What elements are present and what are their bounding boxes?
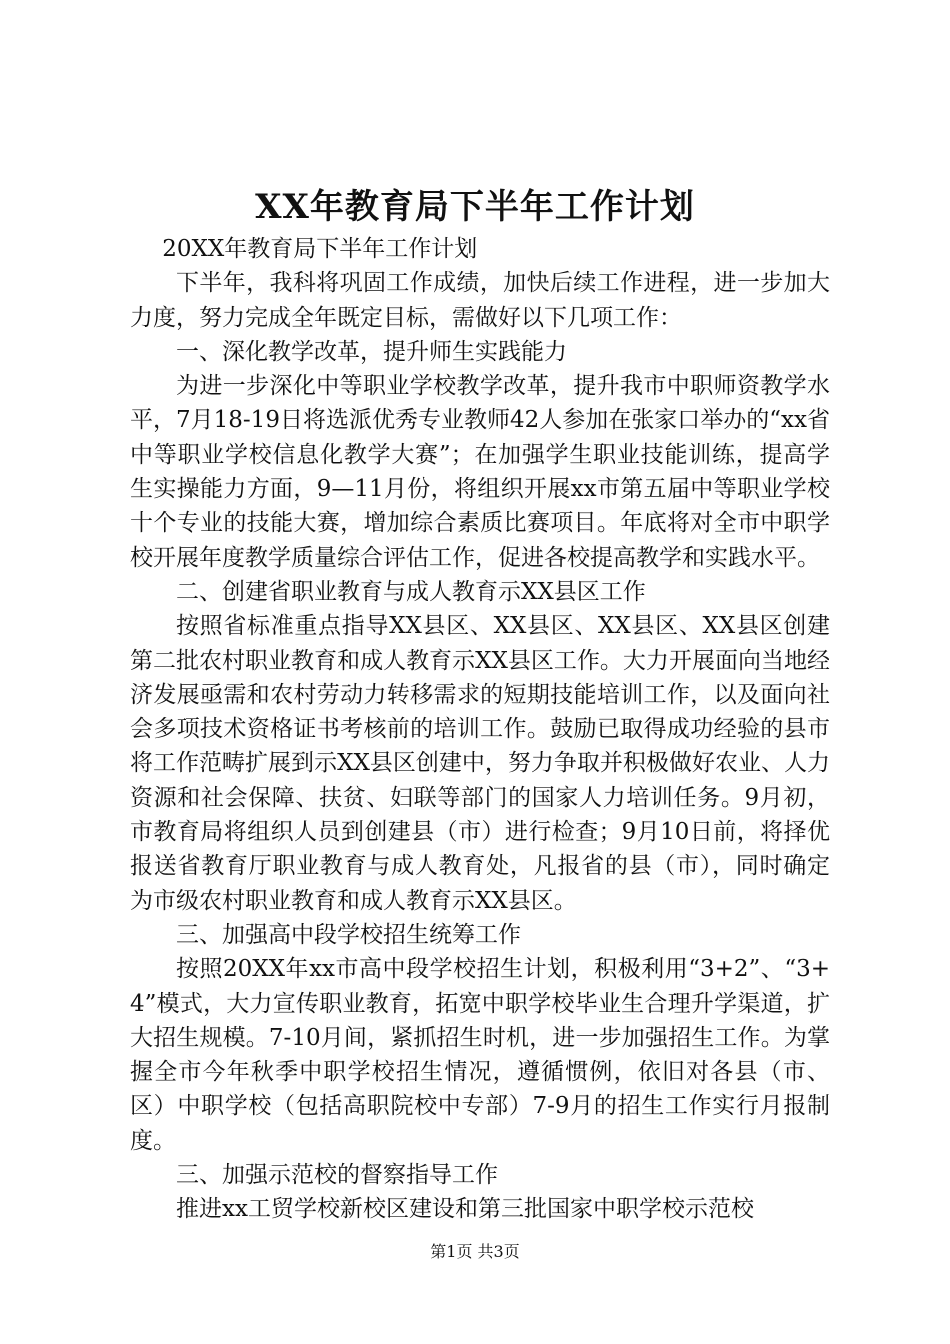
section-heading-1: 一、深化教学改革，提升师生实践能力 [176, 338, 567, 365]
section-body-2: 按照省标准重点指导XX县区、XX县区、XX县区、XX县区创建第二批农村职业教育和成人教育示XX县区工作。大力开展面向当地经济发展亟需和农村劳动力转移需求的短期技能培训工作，以及面向社会多项技术资格证书考核前的培训工作。鼓励已取得成功经验的县市将工作范畴扩展到示XX县区创建中，努力争取并积极做好农业、人力资源和社会保障、扶贫、妇联等部门的国家人力培训任务。9月初，市教育局将组织人员到创建县（市）进行检查；9月10日前，将择优报送省教育厅职业教育与成人教育处，凡报省的县（市），同时确定为市级农村职业教育和成人教育示XX县区。 [130, 613, 830, 914]
section-body-1: 为进一步深化中等职业学校教学改革，提升我市中职师资教学水平，7月18-19日将选派优秀专业教师42人参加在张家口举办的“xx省中等职业学校信息化教学大赛”；在加强学生职业技能训练，提高学生实操能力方面，9—11月份，将组织开展xx市第五届中等职业学校十个专业的技能大赛，增加综合素质比赛项目。年底将对全市中职学校开展年度教学质量综合评估工作，促进各校提高教学和实践水平。 [130, 373, 830, 571]
section-heading-3: 三、加强高中段学校招生统筹工作 [176, 921, 521, 948]
document-title: XX年教育局下半年工作计划 [255, 187, 695, 227]
intro-paragraph: 下半年，我科将巩固工作成绩，加快后续工作进程，进一步加大力度，努力完成全年既定目标，需做好以下几项工作： [130, 270, 830, 331]
subtitle-paragraph: 20XX年教育局下半年工作计划 [162, 236, 478, 262]
document-body [130, 232, 830, 1227]
section-heading-2: 二、创建省职业教育与成人教育示XX县区工作 [176, 578, 646, 605]
page-number-footer: 第1页 共3页 [430, 1242, 520, 1261]
section-body-3: 按照20XX年xx市高中段学校招生计划，积极利用“3+2”、“3+4”模式，大力宣传职业教育，拓宽中职学校毕业生合理升学渠道，扩大招生规模。7-10月间，紧抓招生时机，进一步加强招生工作。为掌握全市今年秋季中职学校招生情况，遵循惯例，依旧对各县（市、区）中职学校（包括高职院校中专部）7-9月的招生工作实行月报制度。 [130, 956, 830, 1154]
section-heading-4: 三、加强示范校的督察指导工作 [176, 1162, 498, 1189]
section-body-4: 推进xx工贸学校新校区建设和第三批国家中职学校示范校 [176, 1196, 754, 1223]
